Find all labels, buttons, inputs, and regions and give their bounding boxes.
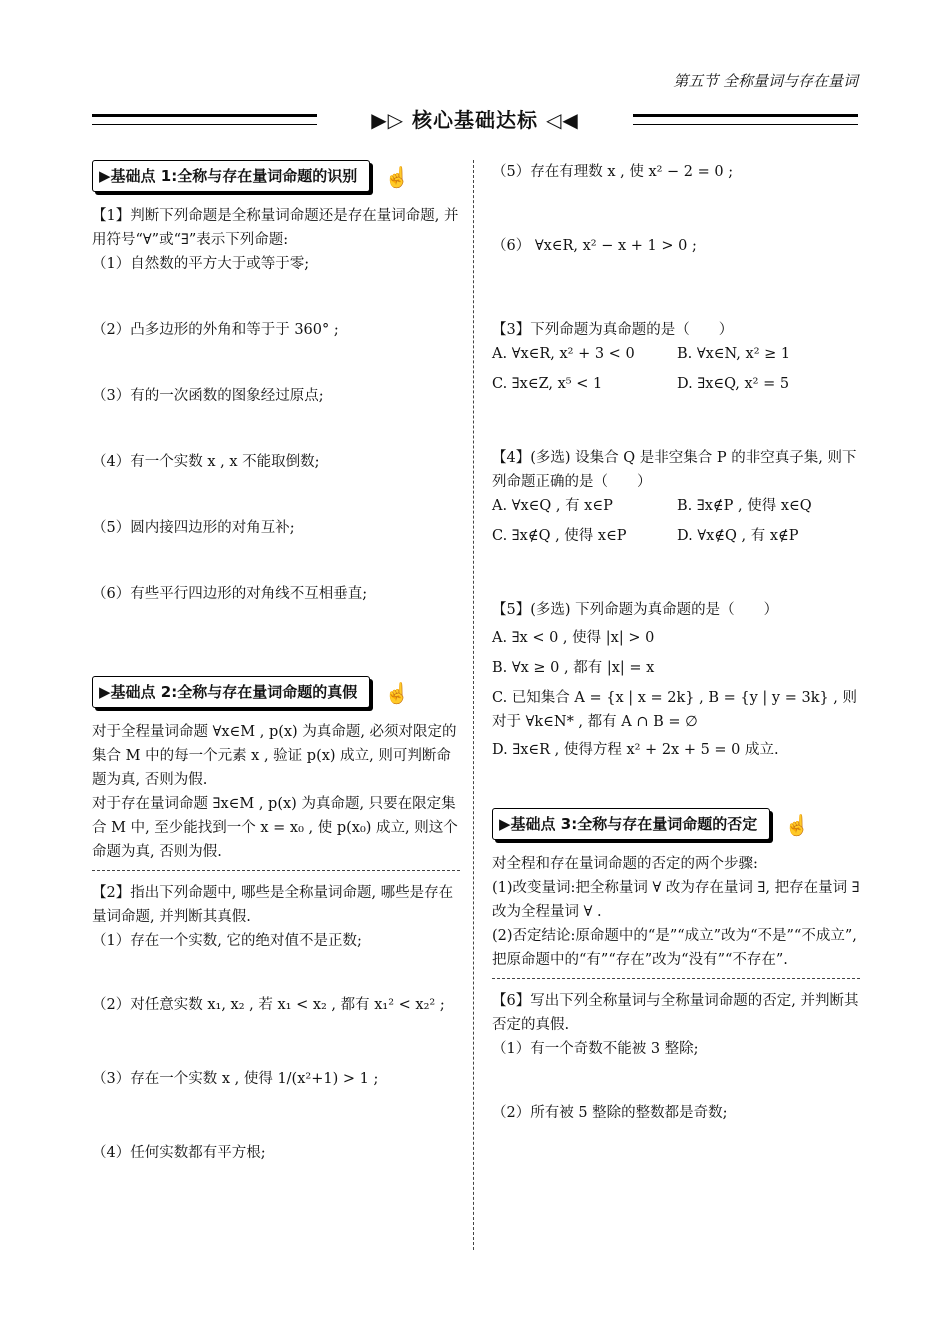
right-column xyxy=(492,160,860,1125)
banner-title: ▶▷ 核心基础达标 ◁◀ xyxy=(371,108,579,132)
note-universal: 对于全程量词命题 ∀x∈M , p(x) 为真命题, 必须对限定的集合 M 中的每一个元素 x , 验证 p(x) 成立, 则可判断命题为真, 否则为假. xyxy=(92,724,457,788)
q4-option: D. ∀x∉Q , 有 x∉P xyxy=(677,528,799,544)
left-column xyxy=(92,160,460,1165)
question-6-intro: 【6】写出下列全称量词与全称量词命题的否定, 并判断其否定的真假. xyxy=(492,993,859,1033)
q4-option: C. ∃x∉Q , 使得 x∈P xyxy=(492,528,627,544)
dashed-separator xyxy=(92,870,460,871)
note-existential: 对于存在量词命题 ∃x∈M , p(x) 为真命题, 只要在限定集合 M 中, 至少能找到一个 x = x₀ , 使 p(x₀) 成立, 则这个命题为真, 否则为假. xyxy=(92,796,458,860)
section-heading-1: ▶基础点 1:全称与存在量词命题的识别 xyxy=(92,160,370,192)
question-4-intro: 【4】(多选) 设集合 Q 是非空集合 P 的非空真子集, 则下列命题正确的是（ ） xyxy=(492,450,857,490)
pointing-hand-icon: ☝ xyxy=(384,681,410,705)
question-1-intro: 【1】判断下列命题是全称量词命题还是存在量词命题, 并用符号“∀”或“∃”表示下列命题: xyxy=(92,208,459,248)
q1-item: （6）有些平行四边形的对角线不互相垂直; xyxy=(92,586,368,602)
section-heading-3: ▶基础点 3:全称与存在量词命题的否定 xyxy=(492,808,770,840)
q1-item: （2）凸多边形的外角和等于于 360° ; xyxy=(92,322,339,338)
q5-option: D. ∃x∈R , 使得方程 x² + 2x + 5 = 0 成立. xyxy=(492,742,779,758)
q5-option: A. ∃x < 0 , 使得 |x| > 0 xyxy=(492,630,655,646)
q1-item: （1）自然数的平方大于或等于零; xyxy=(92,256,310,272)
q2-item: （4）任何实数都有平方根; xyxy=(92,1145,266,1161)
banner-rule-left xyxy=(92,114,317,125)
q4-option: B. ∃x∉P , 使得 x∈Q xyxy=(677,498,812,514)
q3-option: D. ∃x∈Q, x² = 5 xyxy=(677,376,790,392)
q3-option: A. ∀x∈R, x² + 3 < 0 xyxy=(492,346,635,362)
q3-option: B. ∀x∈N, x² ≥ 1 xyxy=(677,346,791,362)
q2-item: （5）存在有理数 x , 使 x² − 2 = 0 ; xyxy=(492,164,734,180)
section-heading-2: ▶基础点 2:全称与存在量词命题的真假 xyxy=(92,676,370,708)
q2-item: （1）存在一个实数, 它的绝对值不是正数; xyxy=(92,933,362,949)
section-title: 第五节 全称量词与存在量词 xyxy=(673,72,858,90)
q1-item: （4）有一个实数 x , x 不能取倒数; xyxy=(92,454,320,470)
pointing-hand-icon: ☝ xyxy=(384,165,410,189)
q1-item: （3）有的一次函数的图象经过原点; xyxy=(92,388,324,404)
banner-rule-right xyxy=(633,114,858,125)
pointing-hand-icon: ☝ xyxy=(784,813,810,837)
q4-option: A. ∀x∈Q , 有 x∈P xyxy=(492,498,613,514)
q5-option: C. 已知集合 A = {x | x = 2k} , B = {y | y = 3k} , 则对于 ∀k∈N* , 都有 A ∩ B = ∅ xyxy=(492,690,858,730)
q2-item: （3）存在一个实数 x , 使得 1/(x²+1) > 1 ; xyxy=(92,1071,379,1087)
q6-item: （1）有一个奇数不能被 3 整除; xyxy=(492,1041,699,1057)
q2-item: （6） ∀x∈R, x² − x + 1 > 0 ; xyxy=(492,238,697,254)
note-negation-step2: (2)否定结论:原命题中的“是”“成立”改为“不是”“不成立”, 把原命题中的“有”“存在”改为“没有”“不存在”. xyxy=(492,928,857,968)
q2-item: （2）对任意实数 x₁, x₂ , 若 x₁ < x₂ , 都有 x₁² < x₂² ; xyxy=(92,997,445,1013)
q3-option: C. ∃x∈Z, x⁵ < 1 xyxy=(492,376,603,392)
note-negation-step1: (1)改变量词:把全称量词 ∀ 改为存在量词 ∃, 把存在量词 ∃ 改为全程量词 ∀ . xyxy=(492,880,860,920)
question-3-intro: 【3】下列命题为真命题的是（ ） xyxy=(492,322,734,338)
dashed-separator xyxy=(492,978,860,979)
q1-item: （5）圆内接四边形的对角互补; xyxy=(92,520,295,536)
question-2-intro: 【2】指出下列命题中, 哪些是全称量词命题, 哪些是存在量词命题, 并判断其真假. xyxy=(92,885,454,925)
note-negation: 对全程和存在量词命题的否定的两个步骤: xyxy=(492,856,758,872)
question-5-intro: 【5】(多选) 下列命题为真命题的是（ ） xyxy=(492,602,779,618)
column-divider xyxy=(473,160,474,1250)
q5-option: B. ∀x ≥ 0 , 都有 |x| = x xyxy=(492,660,655,676)
q6-item: （2）所有被 5 整除的整数都是奇数; xyxy=(492,1105,728,1121)
